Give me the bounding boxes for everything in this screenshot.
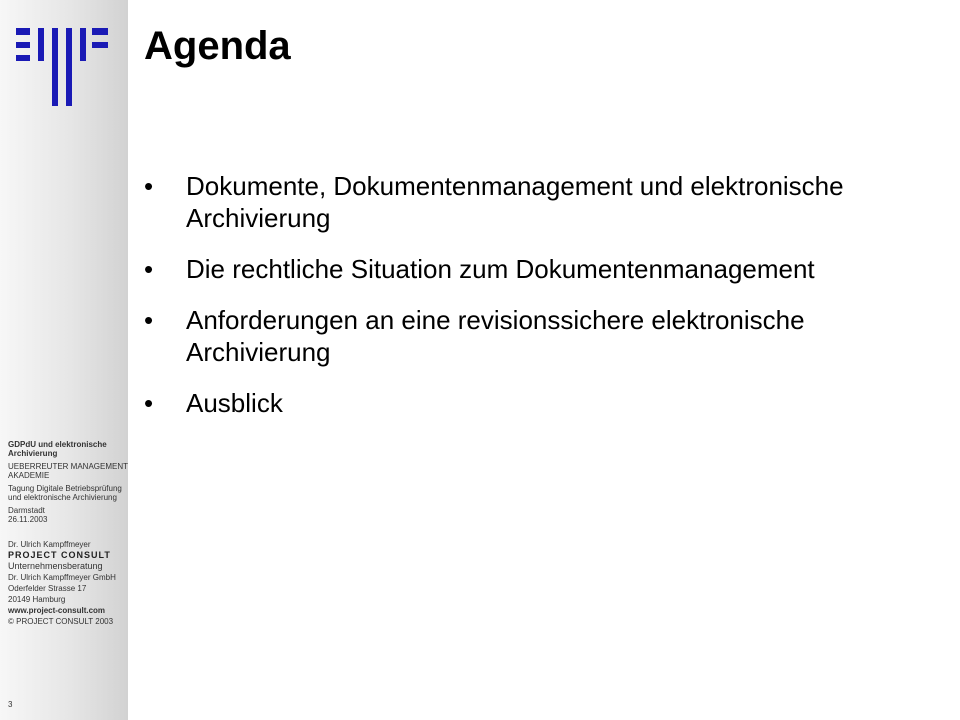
agenda-item xyxy=(144,304,924,368)
organizer: UEBERREUTER MANAGEMENT AKADEMIE xyxy=(8,462,128,480)
company-subtitle: Unternehmensberatung xyxy=(8,561,103,571)
copyright: © PROJECT CONSULT 2003 xyxy=(8,617,114,626)
agenda-item-text: Dokumente, Dokumentenmanagement und elektronische Archivierung xyxy=(186,171,844,233)
agenda-item xyxy=(144,387,924,419)
agenda-item-text: Die rechtliche Situation zum Dokumentenmanagement xyxy=(186,254,815,284)
city-address: 20149 Hamburg xyxy=(8,595,66,604)
sidebar xyxy=(0,0,128,720)
presentation-info xyxy=(8,440,128,626)
website: www.project-consult.com xyxy=(8,606,106,615)
slide-number: 3 xyxy=(8,700,13,709)
company-name: PROJECT CONSULT xyxy=(8,550,111,560)
agenda-item xyxy=(144,253,924,285)
bullet-icon: • xyxy=(144,171,154,201)
agenda-list xyxy=(144,170,924,438)
bullet-icon: • xyxy=(144,388,154,418)
speaker: Dr. Ulrich Kampffmeyer xyxy=(8,540,91,549)
slide-title: Agenda xyxy=(144,24,291,68)
agenda-item-text: Ausblick xyxy=(186,388,283,418)
bullet-icon: • xyxy=(144,254,154,284)
project-consult-logo xyxy=(16,28,108,106)
date: 26.11.2003 xyxy=(8,515,48,524)
topic: GDPdU und elektronische Archivierung xyxy=(8,440,107,458)
place: Darmstadt xyxy=(8,506,45,515)
bullet-icon: • xyxy=(144,305,154,335)
company-legal-name: Dr. Ulrich Kampffmeyer GmbH xyxy=(8,573,116,582)
street-address: Oderfelder Strasse 17 xyxy=(8,584,87,593)
event: Tagung Digitale Betriebsprüfung und elektronische Archivierung xyxy=(8,484,122,502)
agenda-item-text: Anforderungen an eine revisionssichere elektronische Archivierung xyxy=(186,305,805,367)
agenda-item xyxy=(144,170,924,234)
